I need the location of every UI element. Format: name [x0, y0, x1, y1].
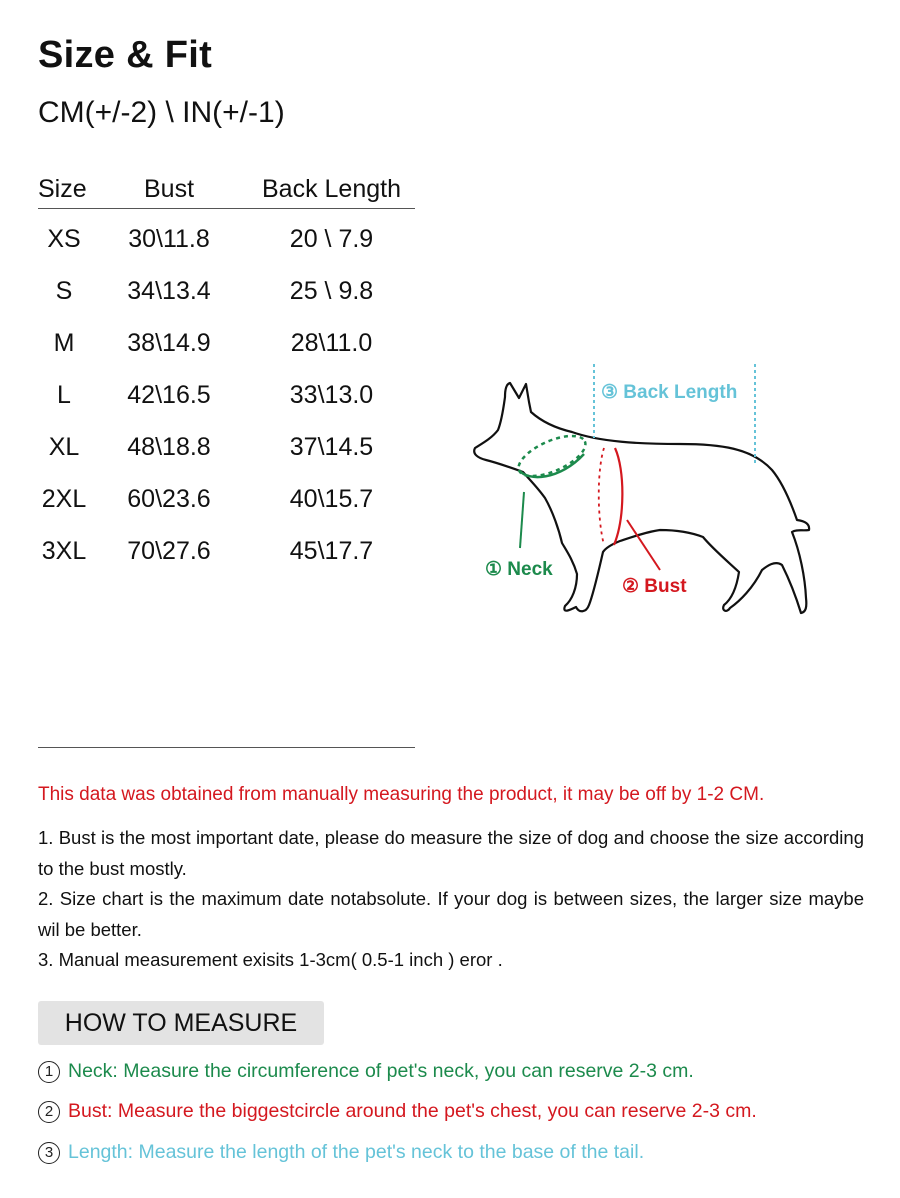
neck-guide-text: Neck: Measure the circumference of pet's neck, you can reserve 2-3 cm.: [68, 1060, 694, 1082]
circled-number-icon: 3: [38, 1142, 60, 1164]
table-bottom-divider: [38, 747, 415, 748]
bust-cell: 34\13.4: [127, 276, 211, 305]
bust-cell: 30\11.8: [128, 224, 210, 253]
how-to-measure-heading: HOW TO MEASURE: [38, 1001, 324, 1045]
bust-cell: 38\14.9: [127, 328, 211, 357]
neck-label: ① Neck: [485, 559, 553, 580]
circled-number-icon: 1: [38, 1061, 60, 1083]
back-length-label: ③ Back Length: [601, 382, 738, 403]
back-length-cell: 37\14.5: [289, 432, 374, 461]
bust-guide-text: Bust: Measure the biggestcircle around the pet's chest, you can reserve 2-3 cm.: [68, 1100, 757, 1122]
size-cell: 2XL: [41, 484, 87, 513]
size-cell: 3XL: [41, 536, 87, 565]
back-length-cell: 28\11.0: [290, 328, 373, 357]
measurement-disclaimer: This data was obtained from manually measuring the product, it may be off by 1-2 CM.: [38, 784, 765, 805]
back-length-cell: 25 \ 9.8: [289, 276, 374, 305]
bust-cell: 48\18.8: [127, 432, 211, 461]
size-cell: L: [57, 380, 71, 409]
size-chart-table: [38, 170, 415, 577]
back-length-cell: 20 \ 7.9: [289, 224, 374, 253]
back-length-cell: 33\13.0: [289, 380, 374, 409]
instruction-item: 2. Size chart is the maximum date notabsolute. If your dog is between sizes, the larger size maybe wil be better.: [38, 888, 864, 940]
table-row: [38, 265, 415, 317]
table-row: [38, 421, 415, 473]
bust-guide: [38, 1100, 757, 1123]
page-title: Size & Fit: [38, 34, 213, 76]
header-bust: Bust: [90, 170, 248, 209]
header-size: Size: [38, 170, 90, 209]
size-cell: M: [53, 328, 75, 357]
back-length-cell: 40\15.7: [289, 484, 374, 513]
dog-measurement-diagram: [455, 355, 845, 635]
size-cell: S: [55, 276, 73, 305]
header-back-length: Back Length: [248, 170, 415, 209]
bust-cell: 42\16.5: [127, 380, 211, 409]
table-row: [38, 473, 415, 525]
size-cell: XL: [48, 432, 80, 461]
table-row: [38, 525, 415, 577]
table-row: [38, 369, 415, 421]
neck-leader-line: [520, 492, 524, 548]
neck-guide: [38, 1060, 694, 1083]
circled-number-icon: 2: [38, 1101, 60, 1123]
table-row: [38, 317, 415, 369]
bust-cell: 60\23.6: [127, 484, 211, 513]
back-length-cell: 45\17.7: [289, 536, 374, 565]
instruction-item: 3. Manual measurement exisits 1-3cm( 0.5-1 inch ) eror .: [38, 949, 503, 970]
bust-label: ② Bust: [622, 576, 687, 597]
table-row: [38, 209, 415, 266]
length-guide: [38, 1141, 644, 1164]
units-subtitle: CM(+/-2) \ IN(+/-1): [38, 96, 285, 129]
instruction-item: 1. Bust is the most important date, please do measure the size of dog and choose the size according to the bust mostly.: [38, 827, 864, 879]
bust-cell: 70\27.6: [127, 536, 211, 565]
length-guide-text: Length: Measure the length of the pet's neck to the base of the tail.: [68, 1141, 645, 1163]
size-cell: XS: [47, 224, 81, 253]
table-header-row: [38, 170, 415, 209]
instructions-list: [38, 823, 864, 976]
